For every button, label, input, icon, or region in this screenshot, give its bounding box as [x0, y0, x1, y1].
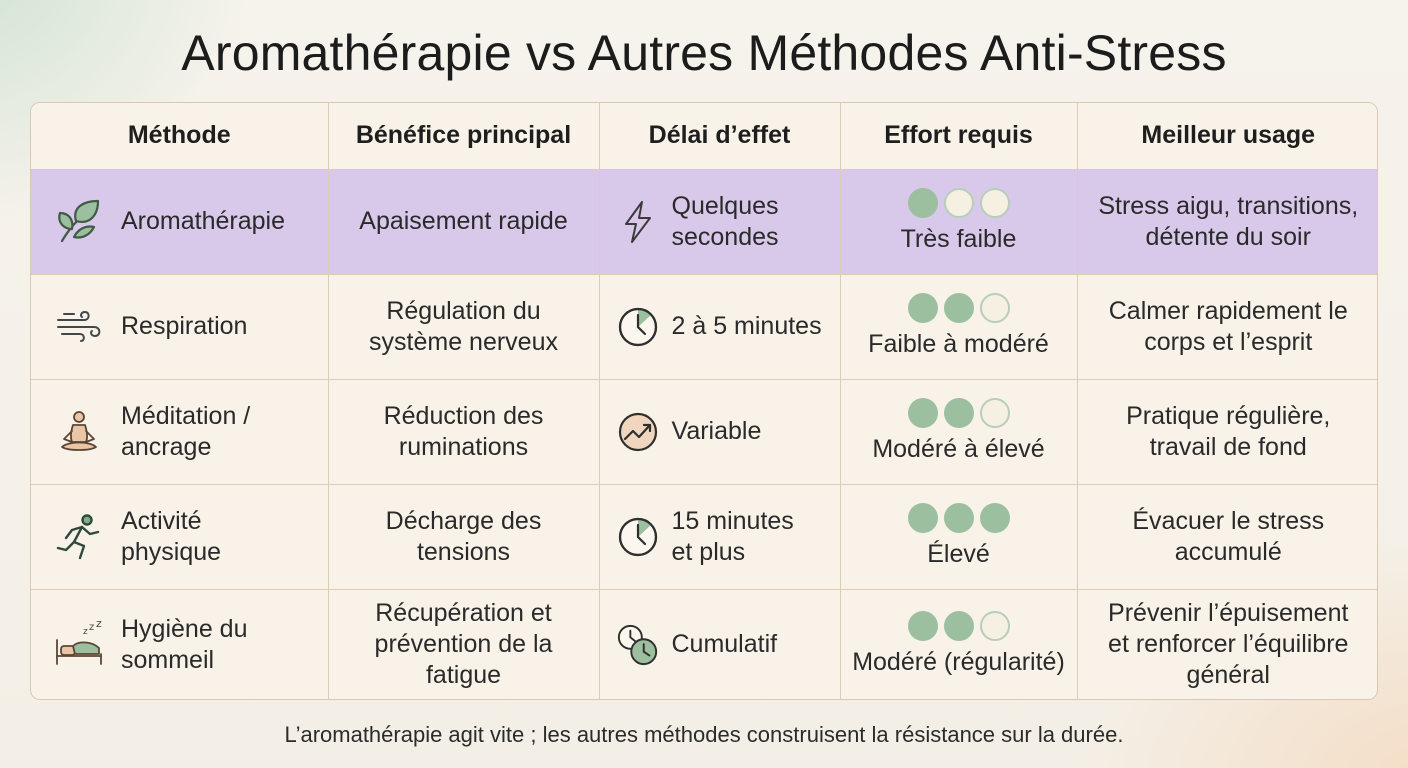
delay-line: 15 minutes [671, 506, 794, 535]
delay-label [672, 629, 778, 660]
usage-line: Prévenir l’épuisement [1108, 599, 1349, 628]
header-method: Méthode [31, 103, 328, 169]
effort-dot-filled [944, 398, 974, 428]
wind-icon [53, 301, 105, 353]
cell-usage [1077, 379, 1378, 484]
clock-icon [616, 305, 660, 349]
cell-benefit [328, 484, 599, 589]
delay-label [672, 311, 822, 342]
benefit-line: tensions [416, 537, 511, 566]
method-line: Méditation / [121, 401, 251, 430]
cell-usage [1077, 274, 1378, 379]
svg-text:z: z [83, 626, 88, 637]
header-usage: Meilleur usage [1077, 103, 1378, 169]
effort-dot-filled [908, 503, 938, 533]
benefit-line: Récupération et [375, 599, 552, 628]
delay-line: 2 à 5 minutes [671, 312, 822, 340]
effort-dot-filled [908, 398, 938, 428]
method-line: Hygiène du [121, 614, 248, 643]
sleep-icon [53, 619, 105, 671]
svg-text:z: z [89, 621, 95, 633]
effort-label: Très faible [900, 225, 1017, 253]
benefit-line: prévention de la [374, 630, 553, 659]
table-header-row [31, 103, 1378, 169]
benefit-line: système nerveux [369, 327, 558, 356]
header-delay: Délai d’effet [599, 103, 840, 169]
method-line: Respiration [121, 312, 248, 340]
meditation-icon [53, 406, 105, 458]
effort-dot-filled [980, 503, 1010, 533]
cell-usage [1077, 589, 1378, 700]
method-label [121, 614, 247, 676]
effort-dots [908, 293, 1010, 323]
effort-label: Modéré (régularité) [852, 648, 1065, 677]
delay-line: Variable [671, 417, 762, 445]
cell-delay [599, 484, 840, 589]
usage-line: détente du soir [1145, 222, 1311, 251]
table-row [31, 589, 1378, 700]
effort-dots [908, 398, 1010, 428]
svg-text:z: z [96, 619, 102, 630]
effort-dot-filled [944, 503, 974, 533]
footer-note: L’aromathérapie agit vite ; les autres méthodes construisent la résistance sur la durée. [284, 722, 1124, 747]
delay-label [672, 191, 779, 253]
cell-effort [840, 274, 1077, 379]
usage-line: travail de fond [1149, 432, 1307, 461]
effort-dot-empty [944, 188, 974, 218]
usage-line: Évacuer le stress [1132, 506, 1325, 535]
table-row [31, 484, 1378, 589]
cell-benefit [328, 379, 599, 484]
method-label [121, 311, 247, 342]
cell-effort [840, 169, 1077, 274]
benefit-line: Régulation du [386, 296, 541, 325]
cell-delay [599, 589, 840, 700]
clock-icon [616, 515, 660, 559]
effort-dot-filled [908, 293, 938, 323]
cell-effort [840, 484, 1077, 589]
cell-benefit [328, 169, 599, 274]
cell-effort [840, 379, 1077, 484]
delay-label [672, 416, 762, 447]
page-title: Aromathérapie vs Autres Méthodes Anti-Stress [181, 25, 1227, 81]
cell-delay [599, 169, 840, 274]
effort-dots [908, 503, 1010, 533]
effort-dot-filled [908, 188, 938, 218]
cell-delay [599, 274, 840, 379]
effort-dot-filled [944, 293, 974, 323]
delay-line: et plus [671, 537, 746, 566]
usage-line: Stress aigu, transitions, [1098, 191, 1359, 220]
cell-benefit [328, 589, 599, 700]
usage-line: corps et l’esprit [1144, 327, 1313, 356]
method-label [121, 506, 221, 568]
usage-line: accumulé [1174, 537, 1282, 566]
method-line: ancrage [121, 432, 212, 461]
method-line: physique [121, 537, 222, 566]
table-row [31, 274, 1378, 379]
effort-dots [908, 611, 1010, 641]
header-benefit: Bénéfice principal [328, 103, 599, 169]
cell-method [31, 379, 328, 484]
cell-usage [1077, 169, 1378, 274]
effort-dot-empty [980, 398, 1010, 428]
method-line: sommeil [121, 645, 215, 674]
usage-line: Calmer rapidement le [1108, 296, 1348, 325]
effort-dot-filled [944, 611, 974, 641]
method-label [121, 206, 285, 237]
effort-dot-empty [980, 188, 1010, 218]
effort-dots [908, 188, 1010, 218]
running-icon [53, 511, 105, 563]
table-row [31, 379, 1378, 484]
method-line: Aromathérapie [121, 207, 285, 235]
variable-gauge-icon [616, 410, 660, 454]
benefit-line: Apaisement rapide [359, 207, 568, 235]
effort-dot-filled [908, 611, 938, 641]
lightning-icon [616, 200, 660, 244]
cell-method [31, 484, 328, 589]
cell-usage [1077, 484, 1378, 589]
method-line: Activité [121, 506, 202, 535]
delay-line: Quelques [671, 191, 779, 220]
effort-dot-empty [980, 611, 1010, 641]
benefit-line: Décharge des [385, 506, 542, 535]
usage-line: Pratique régulière, [1126, 401, 1331, 430]
benefit-line: fatigue [425, 661, 502, 690]
benefit-line: ruminations [398, 432, 529, 461]
effort-label: Faible à modéré [868, 330, 1049, 358]
usage-line: général [1186, 661, 1270, 690]
table-row [31, 169, 1378, 274]
comparison-table [30, 102, 1378, 700]
cell-benefit [328, 274, 599, 379]
cell-method [31, 274, 328, 379]
method-label [121, 401, 250, 463]
effort-dot-empty [980, 293, 1010, 323]
double-clock-icon [616, 623, 660, 667]
usage-line: et renforcer l’équilibre [1108, 630, 1349, 659]
delay-label [672, 506, 794, 568]
leaf-icon [53, 196, 105, 248]
effort-label: Modéré à élevé [872, 435, 1045, 463]
cell-method [31, 589, 328, 700]
cell-effort [840, 589, 1077, 700]
header-effort: Effort requis [840, 103, 1077, 169]
benefit-line: Réduction des [383, 401, 544, 430]
effort-label: Élevé [927, 540, 990, 568]
cell-delay [599, 379, 840, 484]
cell-method [31, 169, 328, 274]
delay-line: secondes [671, 222, 779, 251]
delay-line: Cumulatif [671, 630, 778, 659]
